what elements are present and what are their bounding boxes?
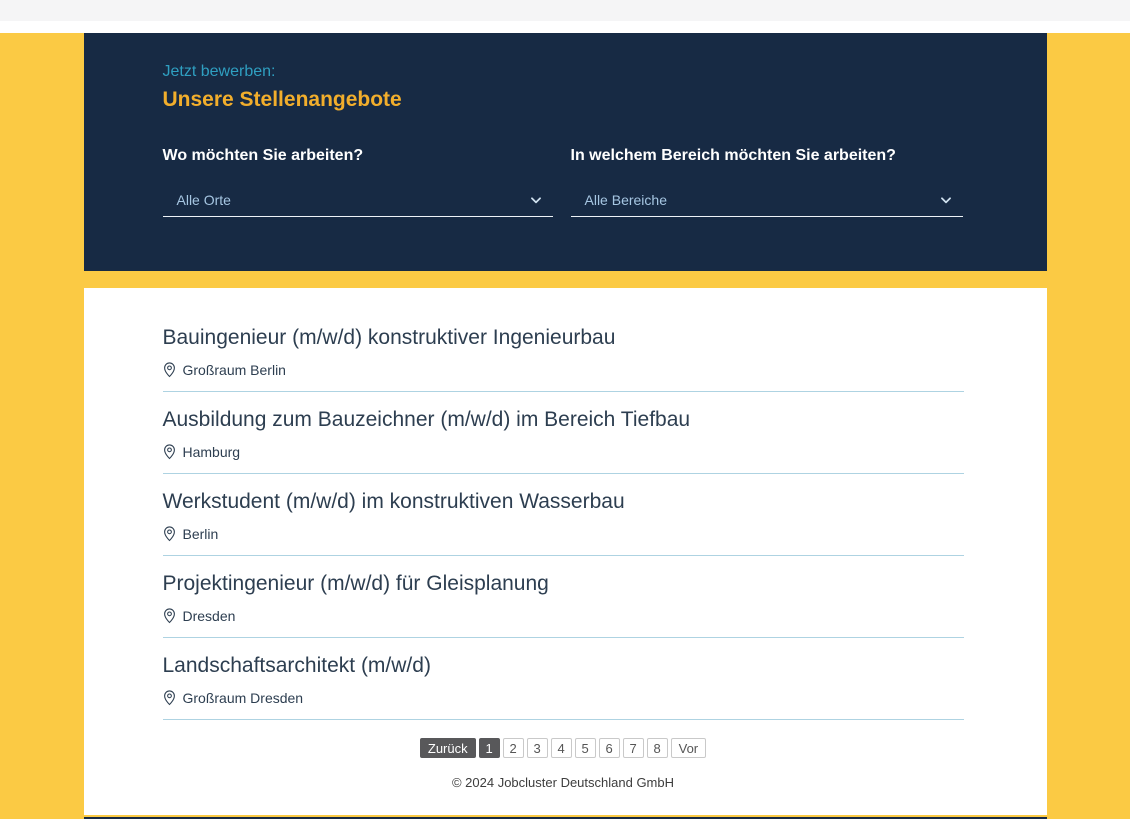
job-title[interactable]: Bauingenieur (m/w/d) konstruktiver Ingenieurbau (162, 326, 616, 349)
pagination-page-7[interactable]: 7 (623, 738, 644, 758)
job-location-text: Großraum Berlin (182, 362, 286, 378)
job-list-item[interactable] (163, 474, 964, 556)
filter-category (571, 145, 963, 217)
pagination-next-button[interactable]: Vor (671, 738, 707, 758)
job-location-text: Berlin (182, 526, 219, 542)
top-bar (0, 0, 1130, 21)
top-bar-spacer (0, 21, 1130, 33)
pagination-page-4[interactable]: 4 (551, 738, 572, 758)
map-pin-icon (163, 444, 176, 460)
filter-location (163, 145, 553, 217)
filter-location-label: Wo möchten Sie arbeiten? (162, 147, 364, 164)
job-location (163, 606, 964, 626)
hero-card-gap (0, 271, 1130, 288)
job-location (163, 442, 964, 462)
copyright-text: © 2024 Jobcluster Deutschland GmbH (451, 775, 675, 790)
map-pin-icon (163, 690, 176, 706)
pagination-page-2[interactable]: 2 (503, 738, 524, 758)
category-select[interactable] (571, 189, 963, 217)
location-select-value: Alle Orte (176, 191, 231, 208)
job-title[interactable]: Werkstudent (m/w/d) im konstruktiven Wasserbau (162, 490, 625, 513)
hero-eyebrow: Jetzt bewerben: (162, 63, 276, 80)
hero-panel (84, 33, 1047, 271)
job-list-card (84, 288, 1047, 815)
job-location-text: Hamburg (182, 444, 241, 460)
pagination-page-1[interactable]: 1 (479, 738, 500, 758)
job-location-text: Großraum Dresden (182, 690, 304, 706)
job-location (163, 360, 964, 380)
pagination-page-3[interactable]: 3 (527, 738, 548, 758)
pagination-page-6[interactable]: 6 (599, 738, 620, 758)
job-list-item[interactable] (163, 392, 964, 474)
job-list-item[interactable] (163, 310, 964, 392)
page-background (0, 33, 1130, 819)
job-list-item[interactable] (163, 556, 964, 638)
map-pin-icon (163, 526, 176, 542)
job-location (163, 688, 964, 708)
job-location-text: Dresden (182, 608, 236, 624)
pagination-prev-button[interactable]: Zurück (420, 738, 476, 758)
job-list-item[interactable] (163, 638, 964, 720)
pagination-page-8[interactable]: 8 (647, 738, 668, 758)
filter-category-label: In welchem Bereich möchten Sie arbeiten? (570, 147, 896, 164)
chevron-down-icon (529, 193, 543, 207)
filter-row (163, 145, 964, 217)
job-location (163, 524, 964, 544)
page-title: Unsere Stellenangebote (162, 88, 402, 111)
job-title[interactable]: Landschaftsarchitekt (m/w/d) (162, 654, 431, 677)
map-pin-icon (163, 362, 176, 378)
pagination-page-5[interactable]: 5 (575, 738, 596, 758)
chevron-down-icon (939, 193, 953, 207)
job-title[interactable]: Ausbildung zum Bauzeichner (m/w/d) im Bereich Tiefbau (162, 408, 691, 431)
map-pin-icon (163, 608, 176, 624)
location-select[interactable] (163, 189, 553, 217)
job-title[interactable]: Projektingenieur (m/w/d) für Gleisplanung (162, 572, 549, 595)
category-select-value: Alle Bereiche (584, 191, 667, 208)
pagination (163, 738, 964, 758)
